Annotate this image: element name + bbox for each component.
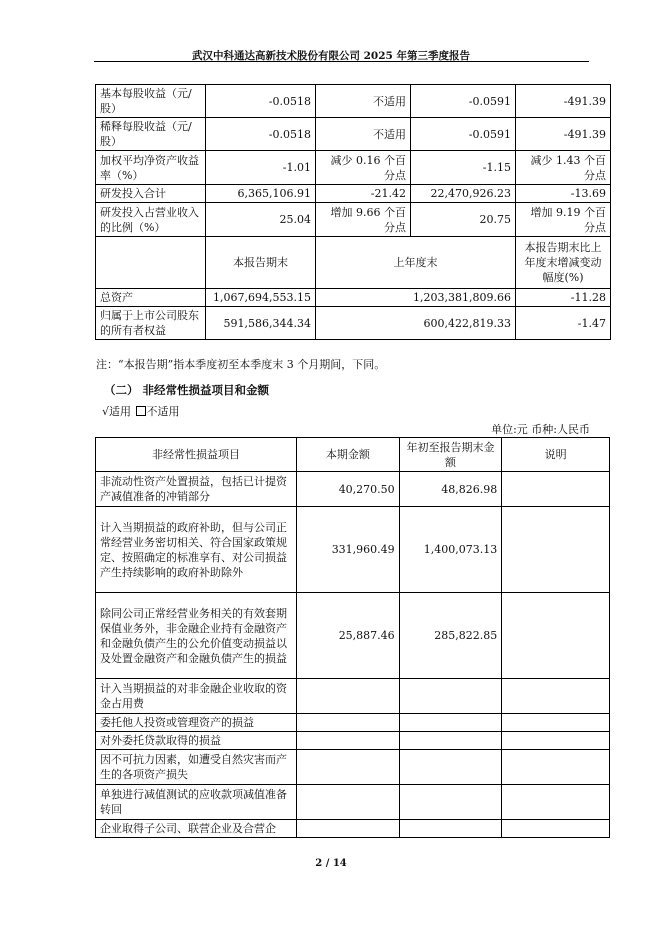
col-ytd: 年初至报告期末金额	[399, 438, 502, 472]
cell-ytd: -0.0591	[411, 85, 516, 118]
cell-current	[297, 679, 400, 714]
section-title: （二） 非经常性损益项目和金额	[104, 383, 270, 397]
cell-last-year-end: 1,203,381,809.66	[316, 289, 516, 307]
non-recurring-items-table	[95, 437, 610, 838]
col-last-year-end: 上年度末	[316, 237, 516, 289]
cell-ytd: 20.75	[411, 203, 516, 237]
cell-current: 6,365,106.91	[206, 185, 316, 203]
table-row	[96, 118, 611, 151]
col-period-end: 本报告期末	[206, 237, 316, 289]
table-row	[96, 732, 610, 750]
cell-current	[297, 714, 400, 732]
cell-ytd-change: 增加 9.19 个百分点	[516, 203, 611, 237]
cell-current: 25,887.46	[297, 593, 400, 679]
cell-ytd-change: -13.69	[516, 185, 611, 203]
table-row	[96, 714, 610, 732]
cell-ytd: -0.0591	[411, 118, 516, 151]
cell-ytd: 48,826.98	[399, 472, 502, 507]
item-label: 计入当期损益的政府补助，但与公司正常经营业务密切相关、符合国家政策规定、按照确定的标准享有、对公司损益产生持续影响的政府补助除外	[96, 507, 297, 593]
unit-label: 单位:元 币种:人民币	[491, 423, 590, 436]
table-row	[96, 289, 611, 307]
cell-current: -1.01	[206, 151, 316, 185]
table-row	[96, 185, 611, 203]
cell-current	[297, 732, 400, 750]
cell-period-end: 591,586,344.34	[206, 307, 316, 340]
cell-ytd	[399, 679, 502, 714]
cell-last-year-end: 600,422,819.33	[316, 307, 516, 340]
row-label: 研发投入合计	[96, 185, 206, 203]
row-label: 加权平均净资产收益率（%）	[96, 151, 206, 185]
cell-change: 增加 9.66 个百分点	[316, 203, 411, 237]
applicability	[102, 403, 180, 419]
table-row	[96, 507, 610, 593]
cell-change: -21.42	[316, 185, 411, 203]
cell-note	[502, 679, 610, 714]
table-row	[96, 203, 611, 237]
item-label: 因不可抗力因素，如遭受自然灾害而产生的各项资产损失	[96, 750, 297, 785]
cell-current	[297, 820, 400, 838]
page-number: 2 / 14	[315, 858, 347, 869]
cell-note	[502, 593, 610, 679]
table-row	[96, 307, 611, 340]
cell-ytd: -1.15	[411, 151, 516, 185]
cell-current	[297, 785, 400, 820]
cell-change: 不适用	[316, 85, 411, 118]
table-note: 注：“本报告期”指本季度初至本季度末 3 个月期间，下同。	[96, 358, 386, 371]
item-label: 单独进行减值测试的应收款项减值准备转回	[96, 785, 297, 820]
item-label: 计入当期损益的对非金融企业收取的资金占用费	[96, 679, 297, 714]
report-header: 武汉中科通达高新技术股份有限公司 2025 年第三季度报告	[191, 50, 471, 62]
table-row	[96, 593, 610, 679]
table-row	[96, 679, 610, 714]
table-row	[96, 85, 611, 118]
item-label: 对外委托贷款取得的损益	[96, 732, 297, 750]
table-header-row	[96, 438, 610, 472]
cell-current	[297, 750, 400, 785]
header-divider	[94, 61, 589, 62]
cell-current: 331,960.49	[297, 507, 400, 593]
cell-ytd	[399, 732, 502, 750]
cell-current: -0.0518	[206, 118, 316, 151]
row-label: 总资产	[96, 289, 206, 307]
item-label: 企业取得子公司、联营企业及合营企	[96, 820, 297, 838]
cell-change: 不适用	[316, 118, 411, 151]
applicable-option: √适用	[102, 405, 132, 418]
row-label: 基本每股收益（元/股）	[96, 85, 206, 118]
key-indicators-table	[95, 84, 611, 340]
cell-ytd-change: 减少 1.43 个百分点	[516, 151, 611, 185]
cell-period-end: 1,067,694,553.15	[206, 289, 316, 307]
cell-change: -11.28	[516, 289, 611, 307]
checkbox-icon	[136, 406, 146, 416]
cell-current: -0.0518	[206, 85, 316, 118]
cell-note	[502, 507, 610, 593]
item-label: 非流动性资产处置损益，包括已计提资产减值准备的冲销部分	[96, 472, 297, 507]
cell-change: -1.47	[516, 307, 611, 340]
item-label: 除同公司正常经营业务相关的有效套期保值业务外，非金融企业持有金融资产和金融负债产生的公允价值变动损益以及处置金融资产和金融负债产生的损益	[96, 593, 297, 679]
cell-ytd	[399, 820, 502, 838]
table-row	[96, 785, 610, 820]
cell-note	[502, 820, 610, 838]
cell-change: 减少 0.16 个百分点	[316, 151, 411, 185]
cell-ytd	[399, 750, 502, 785]
table-row	[96, 472, 610, 507]
col-change: 本报告期末比上年度末增减变动幅度(%)	[516, 237, 611, 289]
cell-note	[502, 750, 610, 785]
col-current: 本期金额	[297, 438, 400, 472]
cell-ytd-change: -491.39	[516, 85, 611, 118]
row-label: 归属于上市公司股东的所有者权益	[96, 307, 206, 340]
cell-note	[502, 785, 610, 820]
not-applicable-option: 不适用	[146, 405, 180, 418]
col-item: 非经常性损益项目	[96, 438, 297, 472]
cell-ytd: 22,470,926.23	[411, 185, 516, 203]
row-label: 稀释每股收益（元/股）	[96, 118, 206, 151]
table-row	[96, 151, 611, 185]
table-row	[96, 820, 610, 838]
cell-ytd	[399, 714, 502, 732]
cell-ytd	[399, 785, 502, 820]
cell-note	[502, 732, 610, 750]
col-note: 说明	[502, 438, 610, 472]
cell-ytd-change: -491.39	[516, 118, 611, 151]
cell-note	[502, 714, 610, 732]
cell-note	[502, 472, 610, 507]
table-row	[96, 750, 610, 785]
row-label: 研发投入占营业收入的比例（%）	[96, 203, 206, 237]
item-label: 委托他人投资或管理资产的损益	[96, 714, 297, 732]
cell-ytd: 1,400,073.13	[399, 507, 502, 593]
cell-ytd: 285,822.85	[399, 593, 502, 679]
cell-current: 40,270.50	[297, 472, 400, 507]
table-header-row	[96, 237, 611, 289]
cell-current: 25.04	[206, 203, 316, 237]
